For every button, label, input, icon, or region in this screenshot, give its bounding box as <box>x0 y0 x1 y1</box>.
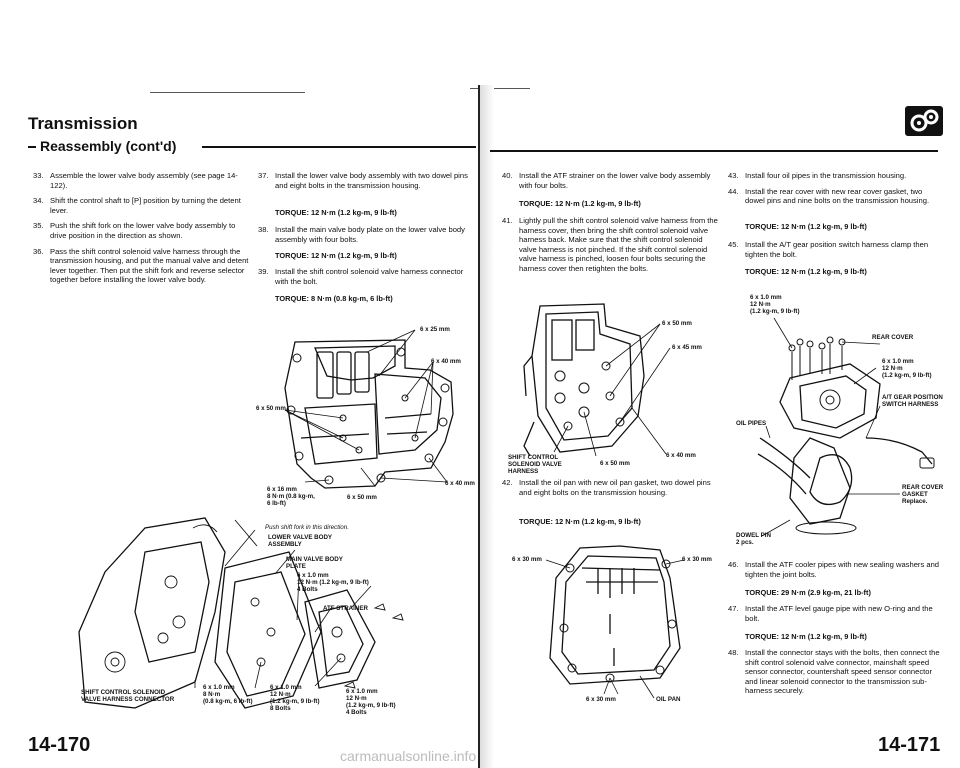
oil-pan-drawing <box>510 538 720 708</box>
torque-37: TORQUE: 12 N·m (1.2 kg-m, 9 lb-ft) <box>275 208 397 217</box>
valve-body-bolt-figure <box>255 318 475 514</box>
fig2-label-push: Push shift fork in this direction. <box>265 524 349 531</box>
torque-45: TORQUE: 12 N·m (1.2 kg-m, 9 lb-ft) <box>745 267 867 276</box>
step-35: 35. Push the shift fork on the lower valve body assembly to drive position in the direction as shown. <box>33 221 236 240</box>
fig2-label-shift-connector: SHIFT CONTROL SOLENOID VALVE HARNESS CONNECTOR <box>81 689 175 703</box>
fig3-label-a: 6 x 50 mm <box>662 320 692 327</box>
page-number-right: 14-171 <box>878 734 941 756</box>
page-number-left: 14-170 <box>28 734 91 756</box>
fig3-label-c: SHIFT CONTROL SOLENOID VALVE HARNESS <box>508 454 562 475</box>
left-col2-step39 <box>258 267 470 292</box>
torque-44: TORQUE: 12 N·m (1.2 kg-m, 9 lb-ft) <box>745 222 867 231</box>
rear-cover-figure <box>730 288 950 558</box>
torque-40: TORQUE: 12 N·m (1.2 kg-m, 9 lb-ft) <box>519 199 641 208</box>
fig2-label-bolt4: 6 x 1.0 mm 12 N·m (1.2 kg-m, 9 lb-ft) 4 Bolts <box>346 688 396 716</box>
subtitle-bar <box>28 140 476 154</box>
right-col1-step41 <box>502 216 718 280</box>
fig5-label-g: DOWEL PIN 2 pcs. <box>736 532 771 546</box>
fig1-label-d: 6 x 40 mm <box>445 480 475 487</box>
torque-38: TORQUE: 12 N·m (1.2 kg-m, 9 lb-ft) <box>275 251 397 260</box>
right-col1-step42 <box>502 478 718 503</box>
fig4-label-b: 6 x 30 mm <box>682 556 712 563</box>
step-34: 34. Shift the control shaft to [P] position by turning the detent lever. <box>33 196 241 215</box>
step-46: 46. Install the ATF cooler pipes with new sealing washers and tighten the joint bolts. <box>728 560 940 579</box>
atf-strainer-figure <box>508 296 720 476</box>
step-38: 38. Install the main valve body plate on the lower valve body assembly with four bolts. <box>258 225 465 244</box>
torque-39: TORQUE: 8 N·m (0.8 kg-m, 6 lb-ft) <box>275 294 393 303</box>
page-title: Transmission <box>28 114 138 133</box>
fig5-label-a: 6 x 1.0 mm 12 N·m (1.2 kg-m, 9 lb-ft) <box>750 294 800 315</box>
step-40: 40. Install the ATF strainer on the lower valve body assembly with four bolts. <box>502 171 711 190</box>
oil-pan-figure <box>510 538 720 708</box>
fig4-label-d: OIL PAN <box>656 696 681 703</box>
fig3-label-e: 6 x 40 mm <box>666 452 696 459</box>
step-45: 45. Install the A/T gear position switch harness clamp then tighten the bolt. <box>728 240 929 259</box>
torque-46: TORQUE: 29 N·m (2.9 kg-m, 21 lb-ft) <box>745 588 871 597</box>
torque-42: TORQUE: 12 N·m (1.2 kg-m, 9 lb-ft) <box>519 517 641 526</box>
fig2-label-lower: LOWER VALVE BODY ASSEMBLY <box>268 534 333 548</box>
fig2-label-main: MAIN VALVE BODY PLATE <box>286 556 343 570</box>
fig1-label-a: 6 x 25 mm <box>420 326 450 333</box>
fig2-label-strainer: ATF STRAINER <box>323 605 368 612</box>
page-subtitle: Reassembly (cont'd) <box>40 138 177 154</box>
step-47: 47. Install the ATF level gauge pipe with new O-ring and the bolt. <box>728 604 933 623</box>
step-33: 33. Assemble the lower valve body assembly (see page 14-122). <box>33 171 238 190</box>
step-39: 39. Install the shift control solenoid valve harness connector with the bolt. <box>258 267 464 286</box>
fig4-label-c: 6 x 30 mm <box>586 696 616 703</box>
fig5-label-d: A/T GEAR POSITION SWITCH HARNESS <box>882 394 943 408</box>
left-col1-steps <box>33 171 251 291</box>
left-col2-step37 <box>258 171 470 196</box>
right-col2-step47 <box>728 604 944 629</box>
valve-body-exploded-figure <box>75 512 475 717</box>
fig3-label-b: 6 x 45 mm <box>672 344 702 351</box>
right-col2-step48 <box>728 648 944 702</box>
left-col2-step38 <box>258 225 470 250</box>
watermark: carmanualsonline.info <box>340 748 477 764</box>
fig5-label-f: REAR COVER GASKET Replace. <box>902 484 944 505</box>
right-col2-steps-43-44 <box>728 171 944 212</box>
fig1-label-e: 6 x 16 mm 8 N·m (0.8 kg-m, 6 lb-ft) <box>267 486 315 507</box>
step-48: 48. Install the connector stays with the bolts, then connect the shift control solenoid valve connector, mainshaft speed sensor connector, countershaft speed sensor connector and linear solenoid connector to the transmission sub-harness securely. <box>728 648 940 696</box>
fig1-label-f: 6 x 50 mm <box>347 494 377 501</box>
right-page <box>490 0 960 768</box>
fig5-label-c: 6 x 1.0 mm 12 N·m (1.2 kg-m, 9 lb-ft) <box>882 358 932 379</box>
step-44: 44. Install the rear cover with new rear cover gasket, two dowel pins and nine bolts on the transmission housing. <box>728 186 930 206</box>
right-col1-step40 <box>502 171 718 196</box>
fig3-label-d: 6 x 50 mm <box>600 460 630 467</box>
valve-body-drawing <box>255 318 475 514</box>
fig1-label-b: 6 x 40 mm <box>431 358 461 365</box>
torque-47: TORQUE: 12 N·m (1.2 kg-m, 9 lb-ft) <box>745 632 867 641</box>
step-42: 42. Install the oil pan with new oil pan gasket, two dowel pins and eight bolts on the transmission housing. <box>502 478 711 497</box>
fig5-label-b: REAR COVER <box>872 334 914 341</box>
right-col2-step46 <box>728 560 944 585</box>
fig1-label-c: 6 x 50 mm <box>256 405 286 412</box>
fig2-label-bolt1: 6 x 1.0 mm 12 N·m (1.2 kg-m, 9 lb-ft) 4 Bolts <box>297 572 369 593</box>
fig5-label-e: OIL PIPES <box>736 420 767 427</box>
right-col2-step45 <box>728 240 944 265</box>
step-36: 36. Pass the shift control solenoid valve harness through the transmission housing, and put the manual valve and detent lever together. Then put the shift fork and reverse selector together before installing the lower valve body. <box>33 246 249 285</box>
fig2-label-bolt2: 6 x 1.0 mm 8 N·m (0.8 kg-m, 6 lb-ft) <box>203 684 253 705</box>
step-37: 37. Install the lower valve body assembly with two dowel pins and eight bolts in the transmission housing. <box>258 171 468 190</box>
fig4-label-a: 6 x 30 mm <box>512 556 542 563</box>
fig2-label-bolt3: 6 x 1.0 mm 12 N·m (1.2 kg-m, 9 lb-ft) 8 Bolts <box>270 684 320 712</box>
step-43: 43. Install four oil pipes in the transmission housing. <box>728 171 907 180</box>
step-41: 41. Lightly pull the shift control solenoid valve harness from the harness cover, then bring the shift control solenoid valve harness back. Make sure that the shift control solenoid valve harness is not pinched. If the shift control solenoid valve harness is pinched, loosen four bolts securing the harness cover then retighten the bolts. <box>502 216 718 273</box>
